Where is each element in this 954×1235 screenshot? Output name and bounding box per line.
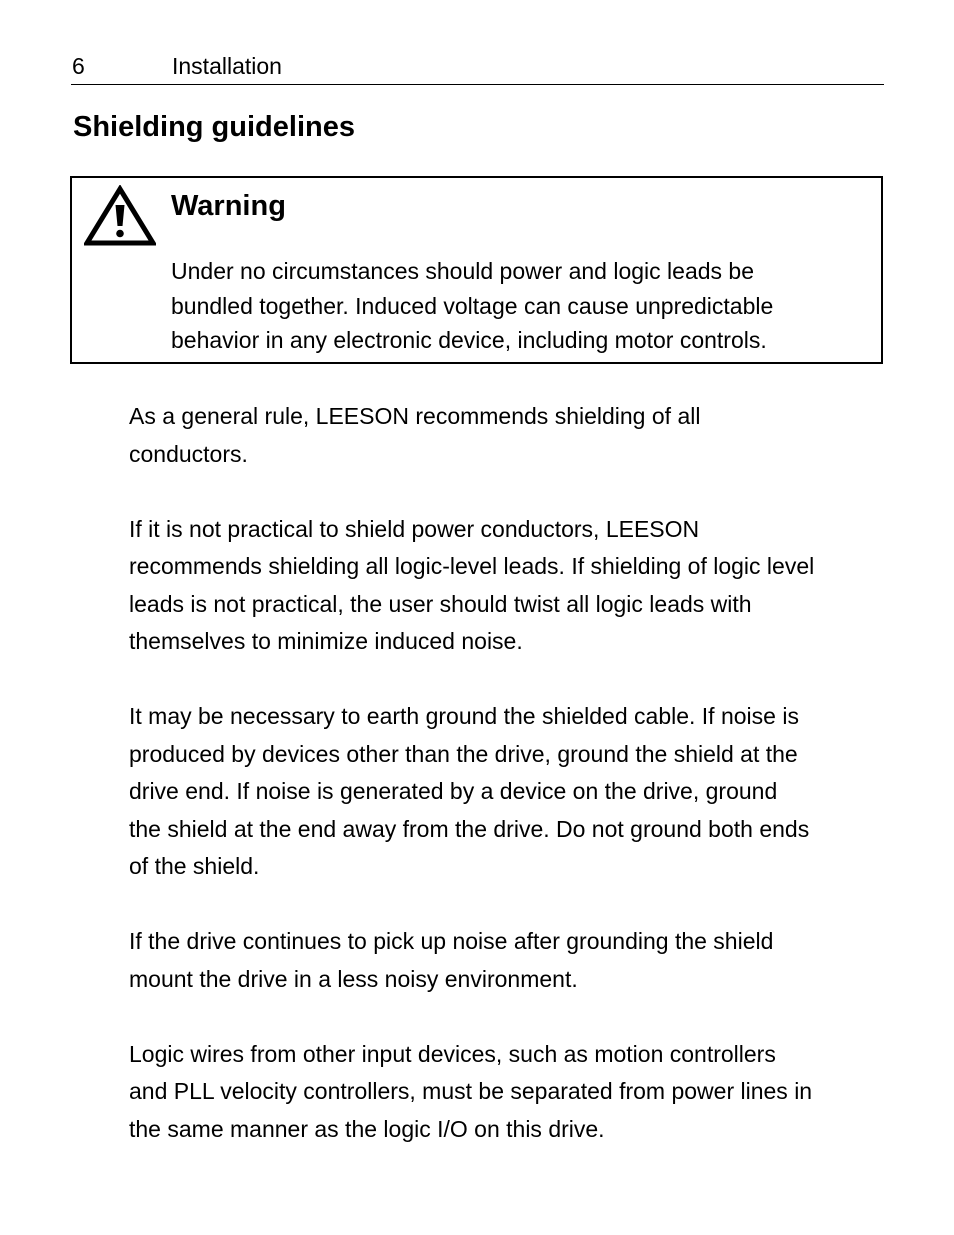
text-line: conductors. <box>129 440 248 467</box>
warning-line: behavior in any electronic device, including motor controls. <box>171 327 767 353</box>
text-line: drive end. If noise is generated by a device on the drive, ground <box>129 778 778 804</box>
warning-box <box>70 176 883 364</box>
body-text <box>129 398 889 1186</box>
text-line: produced by devices other than the drive, ground the shield at the <box>129 740 798 767</box>
text-line: leads is not practical, the user should twist all logic leads with <box>129 590 752 617</box>
warning-line: Under no circumstances should power and logic leads be <box>171 258 754 284</box>
warning-line: bundled together. Induced voltage can cause unpredictable <box>171 292 774 319</box>
warning-text <box>171 254 861 358</box>
text-line: and PLL velocity controllers, must be separated from power lines in <box>129 1078 813 1104</box>
text-line: As a general rule, LEESON recommends shielding of all <box>129 403 701 429</box>
page-header <box>71 52 884 85</box>
section-title: Shielding guidelines <box>73 111 355 143</box>
paragraph-earth-ground <box>129 698 889 886</box>
text-line: the same manner as the logic I/O on this drive. <box>129 1115 605 1142</box>
paragraph-logic-leads <box>129 511 889 661</box>
text-line: of the shield. <box>129 853 260 879</box>
text-line: recommends shielding all logic-level leads. If shielding of logic level <box>129 553 815 579</box>
warning-triangle-icon <box>84 185 156 247</box>
text-line: themselves to minimize induced noise. <box>129 628 523 654</box>
running-head: Installation <box>172 53 282 79</box>
text-line: If the drive continues to pick up noise after grounding the shield <box>129 928 774 954</box>
paragraph-general-rule <box>129 398 889 473</box>
text-line: If it is not practical to shield power conductors, LEESON <box>129 515 700 542</box>
paragraph-logic-wires <box>129 1036 889 1149</box>
warning-title: Warning <box>171 190 286 222</box>
text-line: mount the drive in a less noisy environment. <box>129 965 578 992</box>
page-number: 6 <box>72 53 85 79</box>
paragraph-noisy-environment <box>129 923 889 998</box>
text-line: It may be necessary to earth ground the shielded cable. If noise is <box>129 703 799 729</box>
text-line: Logic wires from other input devices, such as motion controllers <box>129 1040 776 1067</box>
text-line: the shield at the end away from the drive. Do not ground both ends <box>129 815 810 842</box>
